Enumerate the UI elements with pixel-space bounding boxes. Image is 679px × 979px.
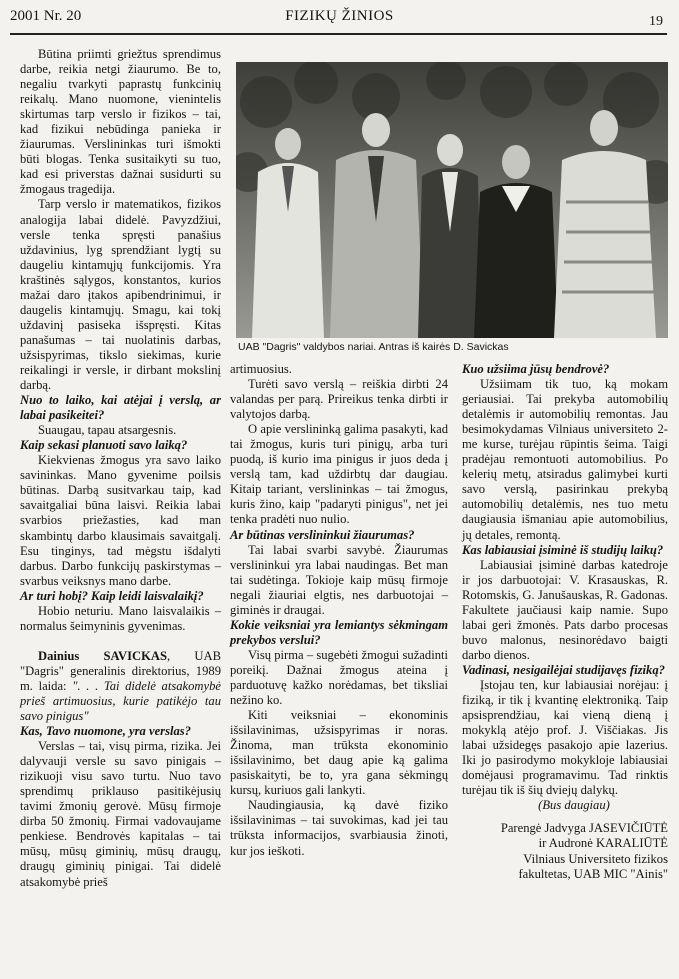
paragraph: Būtina priimti griežtus sprendimus darbe, reikia netgi žiaurumo. Be to, negaliu tvarkyti paprastų funkcinių reikalų. Mano nuomone, vienintelis skirtumas tarp verslo ir fizikos – tai, kad fizikui nebūdinga panieka ir žiaurumas. Verslininkas turi išmokti būti blogas. Tenka susitaikyti su tuo, kad esi priverstas dažnai susidurti su žmogaus tragedija.: [20, 47, 221, 197]
column-3: [462, 362, 668, 882]
byline-affiliation: Vilniaus Universiteto fizikos: [523, 851, 668, 866]
paragraph: Tarp verslo ir matematikos, fizikos analogija labai didelė. Pavyzdžiui, versle tenka spręsti panašius uždavinius, lyg sprendžiant lygtį su daugeliu kintamųjų funkcijomis. Yra kraštinės sąlygos, konstantos, kurios mažai daro įtakos apibendrinimui, ir daugelis kintamųjų. Smagu, kai tokį uždavinį pasiseka išspręsti. Kitas panašumas – tai nuolatinis darbas, užsispyrimas, tikslo siekimas, kurie reikalingi ir versle, ir dirbant mokslinį darbą.: [20, 197, 221, 393]
group-photo: [236, 62, 668, 338]
question: Nuo to laiko, kai atėjai į verslą, ar labai pasikeitei?: [20, 393, 221, 423]
answer: Suaugau, tapau atsargesnis.: [38, 423, 177, 438]
answer: Įstojau ten, kur labiausiai norėjau: į fiziką, ir tik į kvantinę elektroniką. Taip apsisprendžiau, kai vieną dieną į mokyklą atėjo prof. J. Viščiakas. Jis labai užsidegęs pasakojo apie lazerius. Iki jo pasirodymo mokykloje labiausiai domėjausi programavimu. Tad rinktis turėjau tik iš šių dviejų dalykų.: [462, 677, 668, 798]
answer: Tai labai svarbi savybė. Žiaurumas verslininkui yra labai naudingas. Bet man tai sudėtinga. Tokioje kaip mūsų firmoje negali žiauriai elgtis, nes darbuotojai – giminės ir draugai.: [230, 542, 448, 617]
paragraph: Turėti savo verslą – reiškia dirbti 24 valandas per parą. Prireikus tenka dirbti ir valytojos darbą.: [230, 377, 448, 422]
answer: Visų pirma – sugebėti žmogui sužadinti poreikį. Dažnai žmogus ateina į parduotuvę kažko norėdamas, bet tiksliai nežino ko.: [230, 647, 448, 708]
byline-affiliation: fakultetas, UAB MIC "Ainis": [518, 866, 668, 881]
interviewee-name: Dainius SAVICKAS: [38, 648, 168, 663]
newspaper-title: FIZIKŲ ŽINIOS: [285, 8, 394, 24]
answer: Verslas – tai, visų pirma, rizika. Jei dalyvauji versle su savo pinigais – rizikuoji visu savo turtu. Nuo tavo sprendimų priklauso pasitikėjusių tavimi žmonių gerovė. Mūsų firmoje dirba 50 žmonių. Firmai vadovaujame penkiese. Bendrovės kapitalas – tai mūsų, mūsų giminių, mūsų draugų, draugų giminių pinigai. Tai didelė atsakomybė prieš: [20, 739, 221, 889]
answer-continued: artimuosius.: [230, 362, 292, 376]
question: Kas labiausiai įsiminė iš studijų laikų?: [462, 542, 664, 557]
photo-caption: UAB "Dagris" valdybos nariai. Antras iš kairės D. Savickas: [238, 341, 509, 353]
question: Ar būtinas verslininkui žiaurumas?: [230, 527, 415, 542]
byline: Parengė Jadvyga JASEVIČIŪTĖ: [500, 821, 668, 836]
paragraph: O apie verslininką galima pasakyti, kad tai žmogus, kuris turi pinigų, arba turi puodą, iš kurio ima pinigus ir juos deda į verslą tam, kad uždirbtų dar daugiau. Kitaip tariant, verslininkas – tai žmogus, kuris žino, kaip "padaryti pinigus", net jei tenka pradėti nuo nulio.: [230, 422, 448, 527]
byline: ir Audronė KARALIŪTĖ: [538, 836, 668, 851]
question: Kuo užsiima jūsų bendrovė?: [462, 362, 610, 376]
interviewee-intro: Dainius SAVICKAS, UAB "Dagris" generalinis direktorius, 1989 m. laida: ". . . Tai didelė atsakomybė prieš artimuosius, kurie patikėjo tau savo pinigus": [20, 648, 222, 724]
answer: Užsiimam tik tuo, ką mokam geriausiai. Tai prekyba automobilių detalėmis ir automobilių remontas. Jau besimokydamas Vilniaus universiteto 2-me kurse, turėjau rūpintis šeima. Taigi pradėjau remontuoti automobilius. Po kelerių metų, atsiradus galimybei kurti savo verslą, pasirinkau prekybą automobilių detalėmis, nes tuo metu daugiausia išmaniau apie automobilius, jų detales, remontą.: [462, 377, 668, 542]
answer: Kiekvienas žmogus yra savo laiko savininkas. Mano gyvenime poilsis būtinas. Darbą susitvarkau taip, kad savaitgaliai būna laisvi. Reikia labai svarbios priežasties, kad man skambintų darbo klausimais savaitgalį. Esu tinginys, tad mėgstu išdalyti darbus. Darbo funkcijų paskirstymas – svarbus veiksnys mano darbe.: [20, 453, 221, 588]
issue-label: 2001 Nr. 20: [10, 8, 82, 24]
question: Ar turi hobį? Kaip leidi laisvalaikį?: [20, 588, 204, 603]
answer: Labiausiai įsiminė darbas katedroje ir jos darbuotojai: V. Krasauskas, R. Rotomskis, G. Janušauskas, R. Gadonas. Fakultete jaučiausi kaip namie. Supo labai geri žmonės. Pats darbo procesas buvo malonus, nesinorėdavo baigti darbo dienos.: [462, 557, 668, 662]
question: Kaip sekasi planuoti savo laiką?: [20, 438, 188, 453]
page-number: 19: [649, 14, 663, 29]
answer: Hobio neturiu. Mano laisvalaikis – normalus šeimyninis gyvenimas.: [20, 603, 221, 633]
column-2: [230, 362, 448, 859]
question: Kas, Tavo nuomone, yra verslas?: [20, 724, 191, 739]
continued-note: (Bus daugiau): [538, 798, 610, 813]
interview-headline-quote: ". . . Tai didelė atsakomybė prieš artimuosius, kurie patikėjo tau savo pinigus": [20, 678, 222, 724]
paragraph: Kiti veiksniai – ekonominis išsilavinimas, užsispyrimas ir noras. Žinoma, man trūksta ekonominio išsilavinimo, bet daug apie ką galima pasiskaityti, be to, yra gana sėkmingų kursų, kuriuos gali lankyti.: [230, 708, 448, 798]
paragraph: Naudingiausia, ką davė fiziko išsilavinimas – tai suvokimas, kad jei tau trūksta informacijos, svarbiausia žinoti, kur jos ieškoti.: [230, 798, 448, 858]
question: Vadinasi, nesigailėjai studijavęs fiziką?: [462, 662, 665, 677]
column-1: [20, 47, 221, 890]
group-photo-illustration: [236, 62, 668, 338]
header-rule: [10, 33, 667, 35]
page-header: [0, 0, 679, 40]
question: Kokie veiksniai yra lemiantys sėkmingam prekybos verslui?: [230, 617, 448, 647]
